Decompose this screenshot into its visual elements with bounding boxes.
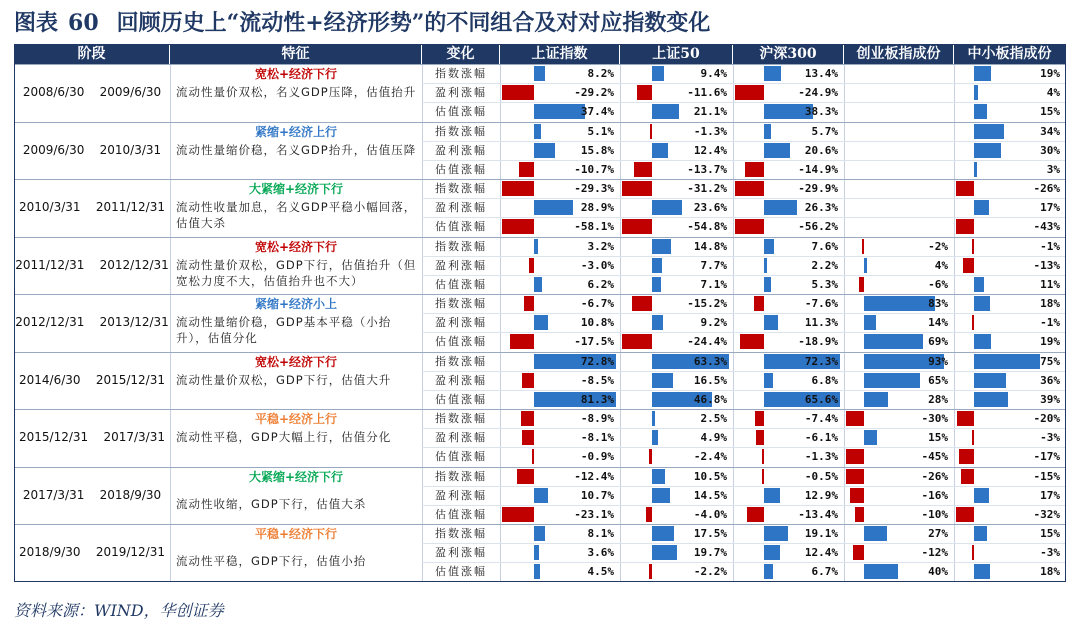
value-label: -12.4%: [574, 469, 614, 483]
period-description: 流动性量价双松，GDP下行，估值大升: [176, 372, 392, 387]
value-label: 9.4%: [700, 67, 727, 80]
value-label: 10.8%: [580, 316, 614, 329]
value-label: -3%: [1040, 431, 1060, 444]
value-label: -58.1%: [574, 220, 614, 233]
change-type: 估值涨幅: [435, 162, 487, 176]
value-label: 5.7%: [811, 124, 838, 138]
value-label: -11.6%: [687, 86, 727, 99]
period-regime-label: 平稳+经济下行: [254, 527, 338, 541]
value-label: -10.7%: [574, 162, 614, 176]
period-start: 2009/6/30: [22, 142, 85, 157]
change-type: 估值涨幅: [435, 507, 487, 521]
value-label: -0.5%: [804, 469, 838, 483]
column-header: 特征: [170, 44, 422, 64]
value-label: 30%: [1040, 143, 1060, 157]
period-dates: [14, 64, 170, 122]
value-label: -45%: [921, 450, 948, 463]
source-note: 资料来源：WIND，华创证券: [14, 601, 224, 620]
value-label: -29.2%: [574, 86, 614, 99]
value-label: -17.5%: [574, 335, 614, 348]
value-label: 4.9%: [700, 431, 727, 444]
column-header: 变化: [422, 44, 500, 64]
value-label: -2.4%: [693, 450, 727, 463]
period-regime-label: 大紧缩+经济下行: [248, 182, 344, 196]
change-type: 指数涨幅: [435, 527, 487, 540]
value-label: 4%: [934, 258, 948, 272]
period-end: 2017/3/31: [103, 430, 165, 444]
value-label: 4.5%: [587, 565, 614, 578]
column-header: 中小板指成份: [954, 44, 1066, 64]
value-label: 46.8%: [693, 392, 727, 406]
value-label: 12.4%: [693, 143, 727, 157]
value-label: -15%: [1033, 469, 1060, 483]
value-label: 6.8%: [811, 373, 838, 387]
change-type: 估值涨幅: [435, 450, 487, 463]
figure-title-text: 回顾历史上“流动性+经济形势”的不同组合及对对应指数变化: [116, 10, 711, 36]
period-end: 2013/12/31: [99, 315, 169, 329]
value-label: -4.0%: [693, 507, 727, 521]
period-dates: [14, 237, 170, 295]
value-label: -23.1%: [574, 507, 614, 521]
value-label: -29.3%: [574, 182, 614, 195]
period-regime-label: 宽松+经济下行: [254, 67, 338, 81]
value-label: 63.3%: [693, 354, 727, 368]
value-label: -2%: [928, 239, 948, 253]
value-label: 7.7%: [700, 258, 727, 272]
value-label: 39%: [1040, 392, 1060, 406]
value-label: -0.9%: [580, 450, 614, 463]
change-type: 盈利涨幅: [435, 546, 487, 559]
column-header: 沪深300: [733, 44, 844, 64]
value-label: 3.2%: [587, 239, 614, 253]
value-label: 34%: [1040, 124, 1060, 138]
value-label: 8.2%: [587, 67, 614, 80]
value-label: -8.1%: [580, 431, 614, 444]
value-label: 14.5%: [693, 488, 727, 502]
value-label: 15%: [928, 431, 948, 444]
period-start: 2018/9/30: [19, 545, 81, 559]
value-label: 40%: [928, 565, 948, 578]
value-label: -1.3%: [693, 124, 727, 138]
value-label: -15.2%: [687, 297, 727, 310]
period-start: 2008/6/30: [22, 85, 85, 99]
period-end: 2012/12/31: [99, 257, 169, 272]
value-label: 5.1%: [587, 124, 614, 138]
period-description: 流动性收量加息，名义GDP平稳小幅回落，估值大杀: [176, 200, 417, 230]
value-label: 65.6%: [804, 392, 838, 406]
value-label: 28%: [928, 392, 948, 406]
value-label: 10.7%: [580, 488, 614, 502]
period-regime-label: 宽松+经济下行: [254, 354, 338, 369]
value-label: 83%: [928, 297, 948, 310]
change-type: 盈利涨幅: [435, 86, 487, 99]
period-regime-label: 紧缩+经济上行: [254, 124, 338, 139]
value-label: 11%: [1040, 277, 1060, 291]
value-label: -26%: [1033, 182, 1060, 195]
period-description: 流动性量价双松，GDP下行，估值抬升（但宽松力度不大，估值抬升也不大）: [176, 257, 417, 288]
value-label: -24.4%: [687, 335, 727, 348]
change-type: 指数涨幅: [435, 354, 487, 368]
period-end: 2018/9/30: [99, 487, 162, 502]
period-dates: [14, 467, 170, 525]
value-label: -56.2%: [798, 220, 838, 233]
value-label: 6.7%: [811, 565, 838, 578]
value-label: 8.1%: [587, 527, 614, 540]
change-type: 盈利涨幅: [435, 316, 487, 329]
period-dates: [14, 294, 170, 352]
value-label: -3.0%: [580, 258, 614, 272]
change-type: 盈利涨幅: [435, 373, 487, 387]
period-description: 流动性量缩价稳，名义GDP抬升，估值压降: [176, 142, 417, 157]
value-label: -16%: [921, 488, 948, 502]
value-label: 9.2%: [700, 316, 727, 329]
period-start: 2015/12/31: [19, 430, 89, 444]
value-label: -6.1%: [804, 431, 838, 444]
change-type: 估值涨幅: [435, 277, 487, 291]
value-label: -2.2%: [693, 565, 727, 578]
value-label: 21.1%: [693, 105, 727, 118]
value-label: 27%: [928, 527, 948, 540]
value-label: -13%: [1033, 258, 1060, 272]
period-description: 流动性量价双松，名义GDP压降，估值抬升: [176, 85, 417, 99]
period-description: 流动性平稳，GDP下行，估值小抬: [176, 554, 367, 568]
value-label: 14%: [928, 316, 948, 329]
value-label: 7.6%: [811, 239, 838, 253]
value-label: -6.7%: [580, 297, 614, 310]
value-label: 10.5%: [693, 469, 727, 483]
value-label: 3.6%: [587, 546, 614, 559]
value-label: -12%: [921, 546, 948, 559]
period-dates: [14, 524, 170, 582]
change-type: 指数涨幅: [435, 469, 487, 483]
period-start: 2017/3/31: [22, 487, 85, 502]
change-type: 估值涨幅: [435, 392, 487, 406]
value-label: 23.6%: [693, 201, 727, 214]
value-label: 28.9%: [580, 201, 614, 214]
value-label: 2.2%: [811, 258, 838, 272]
period-dates: [14, 179, 170, 237]
value-label: -24.9%: [798, 86, 838, 99]
value-label: 13.4%: [804, 67, 838, 80]
value-label: 15.8%: [580, 143, 614, 157]
value-label: 26.3%: [804, 201, 838, 214]
value-label: -1.3%: [804, 450, 838, 463]
value-label: -10%: [921, 507, 948, 521]
value-label: -7.6%: [804, 297, 838, 310]
column-header: 阶段: [14, 44, 170, 64]
change-type: 盈利涨幅: [435, 431, 487, 444]
period-end: 2010/3/31: [99, 142, 162, 157]
column-header: 创业板指成份: [844, 44, 954, 64]
value-label: 37.4%: [580, 105, 614, 118]
change-type: 盈利涨幅: [435, 488, 487, 502]
value-label: 12.4%: [804, 546, 838, 559]
period-regime-label: 大紧缩+经济下行: [248, 469, 344, 484]
period-dates: [14, 352, 170, 410]
period-regime-label: 紧缩+经济小上: [254, 297, 338, 311]
value-label: 75%: [1040, 354, 1060, 368]
value-label: 4%: [1046, 86, 1060, 99]
value-label: 3%: [1046, 162, 1060, 176]
value-label: 12.9%: [804, 488, 838, 502]
value-label: -17%: [1033, 450, 1060, 463]
value-label: 20.6%: [804, 143, 838, 157]
value-label: -8.9%: [580, 412, 614, 425]
change-type: 指数涨幅: [435, 67, 487, 80]
value-label: 38.3%: [804, 105, 838, 118]
change-type: 估值涨幅: [435, 220, 487, 233]
value-label: 18%: [1040, 297, 1060, 310]
data-table: [14, 44, 1066, 582]
value-label: 15%: [1040, 527, 1060, 540]
value-label: -13.7%: [687, 162, 727, 176]
value-label: 17%: [1040, 201, 1060, 214]
period-end: 2019/12/31: [95, 545, 165, 559]
value-label: -7.4%: [804, 412, 838, 425]
value-label: -6%: [928, 277, 948, 291]
period-dates: [14, 409, 170, 467]
column-header: 上证50: [620, 44, 733, 64]
value-label: -54.8%: [687, 220, 727, 233]
value-label: 18%: [1040, 565, 1060, 578]
value-label: 72.8%: [580, 354, 614, 368]
value-label: -8.5%: [580, 373, 614, 387]
value-label: 36%: [1040, 373, 1060, 387]
change-type: 盈利涨幅: [435, 258, 487, 272]
value-label: 15%: [1040, 105, 1060, 118]
change-type: 盈利涨幅: [435, 201, 487, 214]
value-label: 5.3%: [811, 277, 838, 291]
period-start: 2012/12/31: [15, 315, 85, 329]
change-type: 指数涨幅: [435, 412, 487, 425]
period-description: 流动性平稳，GDP大幅上行，估值分化: [176, 430, 392, 444]
value-label: -1%: [1040, 239, 1060, 253]
period-start: 2011/12/31: [15, 257, 85, 272]
figure-title: [14, 6, 710, 37]
value-label: -32%: [1033, 507, 1060, 521]
value-label: 7.1%: [700, 277, 727, 291]
value-label: 17.5%: [693, 527, 727, 540]
period-end: 2009/6/30: [99, 85, 162, 99]
value-label: 81.3%: [580, 392, 614, 406]
period-end: 2011/12/31: [95, 200, 165, 214]
period-description: 流动性量缩价稳，GDP基本平稳（小抬升），估值分化: [176, 315, 392, 345]
value-label: -3%: [1040, 546, 1060, 559]
period-regime-label: 宽松+经济下行: [254, 239, 338, 254]
change-type: 估值涨幅: [435, 565, 487, 578]
figure-number: 60: [68, 10, 99, 36]
value-label: 93%: [928, 354, 948, 368]
value-label: 72.3%: [804, 354, 838, 368]
value-label: -31.2%: [687, 182, 727, 195]
value-label: -43%: [1033, 220, 1060, 233]
value-label: 19%: [1040, 335, 1060, 348]
value-label: -20%: [1033, 412, 1060, 425]
period-start: 2010/3/31: [19, 200, 81, 214]
period-start: 2014/6/30: [19, 372, 81, 387]
value-label: 17%: [1040, 488, 1060, 502]
period-description: 流动性收缩，GDP下行，估值大杀: [176, 496, 367, 511]
value-label: 69%: [928, 335, 948, 348]
value-label: 11.3%: [804, 316, 838, 329]
value-label: -13.4%: [798, 507, 838, 521]
value-label: -1%: [1040, 316, 1060, 329]
change-type: 盈利涨幅: [435, 143, 487, 157]
change-type: 指数涨幅: [435, 239, 487, 253]
value-label: 6.2%: [587, 277, 614, 291]
value-label: 19.7%: [693, 546, 727, 559]
change-type: 估值涨幅: [435, 105, 487, 118]
value-label: -18.9%: [798, 335, 838, 348]
period-end: 2015/12/31: [95, 372, 165, 387]
value-label: -30%: [921, 412, 948, 425]
value-label: 2.5%: [700, 412, 727, 425]
value-label: -14.9%: [798, 162, 838, 176]
period-regime-label: 平稳+经济上行: [254, 412, 338, 426]
value-label: 14.8%: [693, 239, 727, 253]
change-type: 指数涨幅: [435, 297, 487, 310]
change-type: 指数涨幅: [435, 124, 487, 138]
value-label: -26%: [921, 469, 948, 483]
value-label: 65%: [928, 373, 948, 387]
figure-title-prefix: 图表: [14, 10, 59, 36]
value-label: 19%: [1040, 67, 1060, 80]
value-label: 19.1%: [804, 527, 838, 540]
change-type: 估值涨幅: [435, 335, 487, 348]
value-label: -29.9%: [798, 182, 838, 195]
period-dates: [14, 122, 170, 180]
column-header: 上证指数: [500, 44, 620, 64]
value-label: 16.5%: [693, 373, 727, 387]
change-type: 指数涨幅: [435, 182, 487, 195]
